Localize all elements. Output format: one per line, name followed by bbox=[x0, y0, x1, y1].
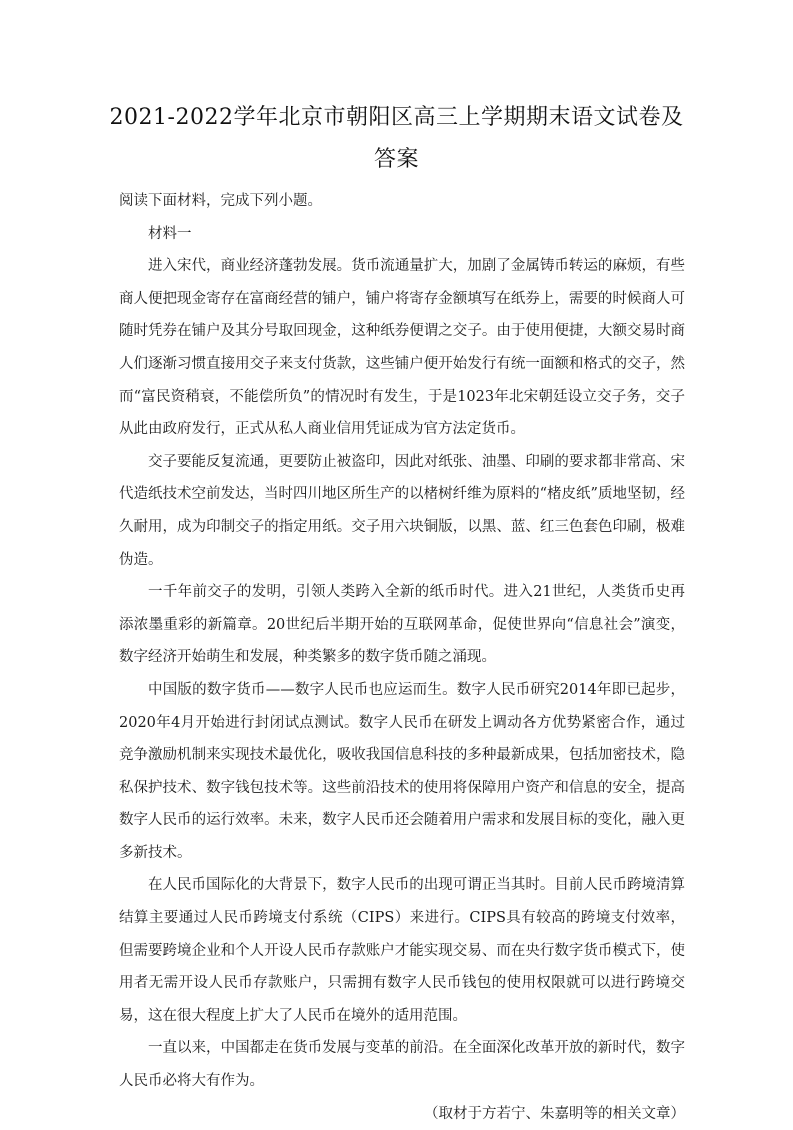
paragraph-4: 中国版的数字货币——数字人民币也应运而生。数字人民币研究2014年即已起步，2020年4月开始进行封闭试点测试。数字人民币在研发上调动各方优势紧密合作，通过竞争激励机制来实现技术最优化，吸收我国信息科技的多种最新成果，包括加密技术，隐私保护技术、数字钱包技术等。这些前沿技术的使用将保障用户资产和信息的安全，提高数字人民币的运行效率。未来，数字人民币还会随着用户需求和发展目标的变化，融入更多新技术。 bbox=[119, 681, 685, 861]
paragraph-3: 一千年前交子的发明，引领人类跨入全新的纸币时代。进入21世纪，人类货币史再添浓墨重彩的新篇章。20世纪后半期开始的互联网革命，促使世界向“信息社会”演变，数字经济开始萌生和发展，种类繁多的数字货币随之涌现。 bbox=[119, 584, 685, 666]
paragraph-6: 一直以来，中国都走在货币发展与变革的前沿。在全面深化改革开放的新时代，数字人民币必将大有作为。 bbox=[119, 1040, 685, 1090]
source-citation: （取材于方若宁、朱嘉明等的相关文章） bbox=[424, 1105, 685, 1122]
page-title: 2021-2022学年北京市朝阳区高三上学期期末语文试卷及答案 bbox=[109, 105, 684, 172]
passage bbox=[119, 185, 685, 1130]
paragraph-5: 在人民币国际化的大背景下，数字人民币的出现可谓正当其时。目前人民币跨境清算结算主要通过人民币跨境支付系统（CIPS）来进行。CIPS具有较高的跨境支付效率，但需要跨境企业和个人开设人民币存款账户才能实现交易、而在央行数字货币模式下，使用者无需开设人民币存款账户，只需拥有数字人民币钱包的使用权限就可以进行跨境交易，这在很大程度上扩大了人民币在境外的适用范围。 bbox=[119, 877, 685, 1024]
paragraph-1: 进入宋代，商业经济蓬勃发展。货币流通量扩大，加剧了金属铸币转运的麻烦，有些商人便把现金寄存在富商经营的铺户，铺户将寄存金额填写在纸券上，需要的时候商人可随时凭券在铺户及其分号取回现金，这种纸券便谓之交子。由于使用便捷，大额交易时商人们逐渐习惯直接用交子来支付货款，这些铺户便开始发行有统一面额和格式的交子，然而“富民资稍衰，不能偿所负”的情况时有发生，于是1023年北宋朝廷设立交子务，交子从此由政府发行，正式从私人商业信用凭证成为官方法定货币。 bbox=[119, 258, 685, 438]
paragraph-2: 交子要能反复流通，更要防止被盗印，因此对纸张、油墨、印刷的要求都非常高、宋代造纸技术空前发达，当时四川地区所生产的以楮树纤维为原料的“楮皮纸”质地坚韧，经久耐用，成为印制交子的指定用纸。交子用六块铜版，以黑、蓝、红三色套色印刷，极难伪造。 bbox=[119, 453, 685, 568]
section-label: 材料一 bbox=[148, 225, 192, 242]
instruction-text: 阅读下面材料，完成下列小题。 bbox=[119, 193, 322, 209]
